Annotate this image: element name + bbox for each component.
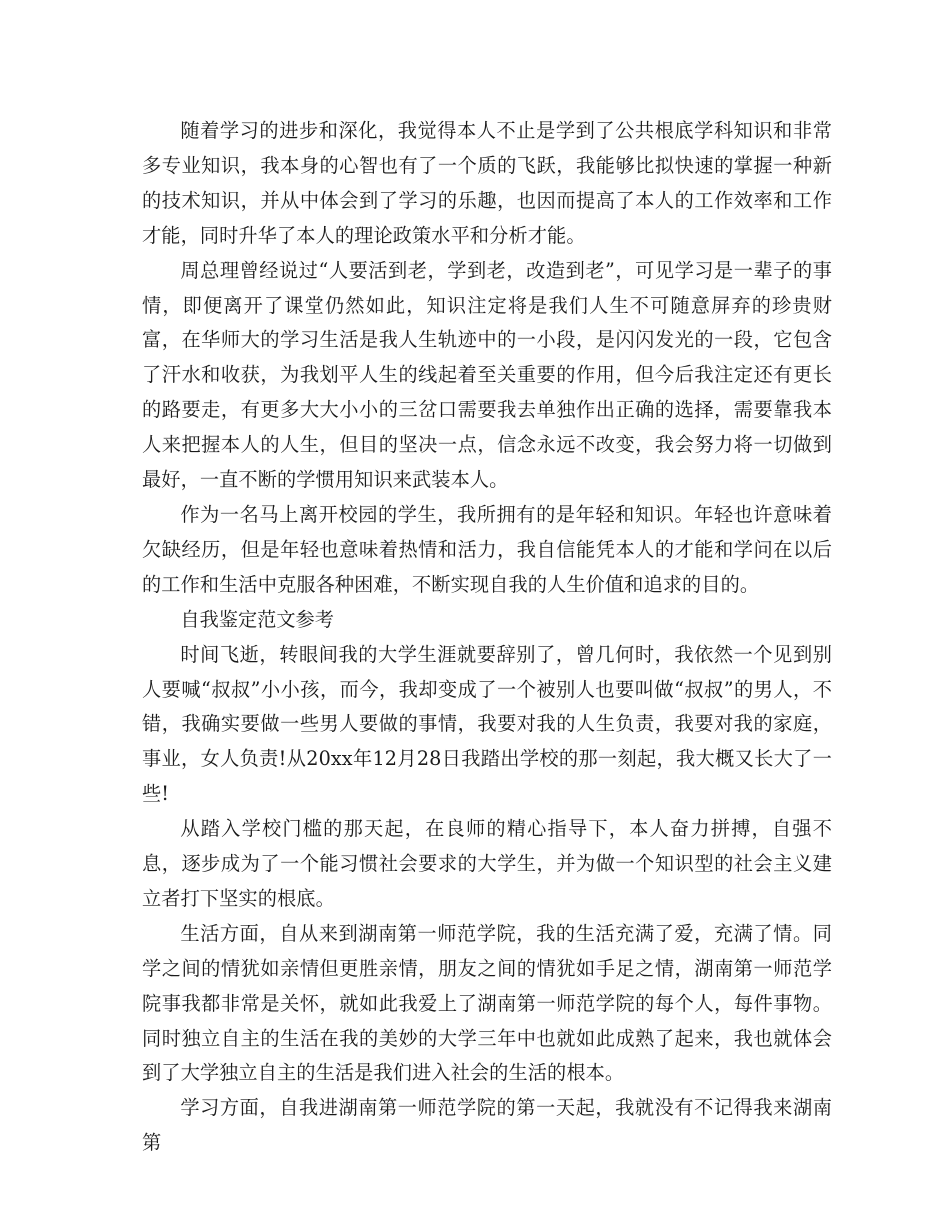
paragraph-graduating-student: 作为一名马上离开校园的学生，我所拥有的是年轻和知识。年轻也许意味着欠缺经历，但是年轻也意味着热情和活力，我自信能凭本人的才能和学问在以后的工作和生活中克服各种困难，不断实现自我的人生价值和追求的目的。 — [142, 502, 832, 596]
section-heading: 自我鉴定范文参考 — [180, 607, 334, 631]
paragraph-study-progress: 随着学习的进步和深化，我觉得本人不止是学到了公共根底学科知识和非常多专业知识，我本身的心智也有了一个质的飞跃，我能够比拟快速的掌握一种新的技术知识，并从中体会到了学习的乐趣，也因而提高了本人的工作效率和工作才能，同时升华了本人的理论政策水平和分析才能。 — [142, 119, 832, 247]
paragraph-lifelong-learning: 周总理曾经说过“人要活到老，学到老，改造到老”，可见学习是一辈子的事情，即便离开了课堂仍然如此，知识注定将是我们人生不可随意屏弃的珍贵财富，在华师大的学习生活是我人生轨迹中的一小段，是闪闪发光的一段，它包含了汗水和收获，为我划平人生的线起着至关重要的作用，但今后我注定还有更长的路要走，有更多大大小小的三岔口需要我去单独作出正确的选择，需要靠我本人来把握本人的人生，但目的坚决一点，信念永远不改变，我会努力将一切做到最好，一直不断的学惯用知识来武装本人。 — [142, 258, 832, 492]
paragraph-time-flies: 时间飞逝，转眼间我的大学生涯就要辞别了，曾几何时，我依然一个见到别人要喊“叔叔”小小孩，而今，我却变成了一个被别人也要叫做“叔叔”的男人，不错，我确实要做一些男人要做的事情，我要对我的人生负责，我要对我的家庭，事业，女人负责!从20xx年12月28日我踏出学校的那一刻起，我大概又长大了一些! — [142, 642, 832, 806]
document-body — [142, 114, 832, 1161]
paragraph-entering-school: 从踏入学校门槛的那天起，在良师的精心指导下，本人奋力拼搏，自强不息，逐步成为了一个能习惯社会要求的大学生，并为做一个知识型的社会主义建立者打下坚实的根底。 — [142, 817, 832, 910]
paragraph-life-aspect: 生活方面，自从来到湖南第一师范学院，我的生活充满了爱，充满了情。同学之间的情犹如亲情但更胜亲情，朋友之间的情犹如手足之情，湖南第一师范学院事我都非常是关怀，就如此我爱上了湖南第一师范学院的每个人，每件事物。同时独立自主的生活在我的美妙的大学三年中也就如此成熟了起来，我也就体会到了大学独立自主的生活是我们进入社会的生活的根本。 — [142, 921, 832, 1085]
paragraph-study-aspect: 学习方面，自我进湖南第一师范学院的第一天起，我就没有不记得我来湖南第 — [142, 1096, 832, 1155]
